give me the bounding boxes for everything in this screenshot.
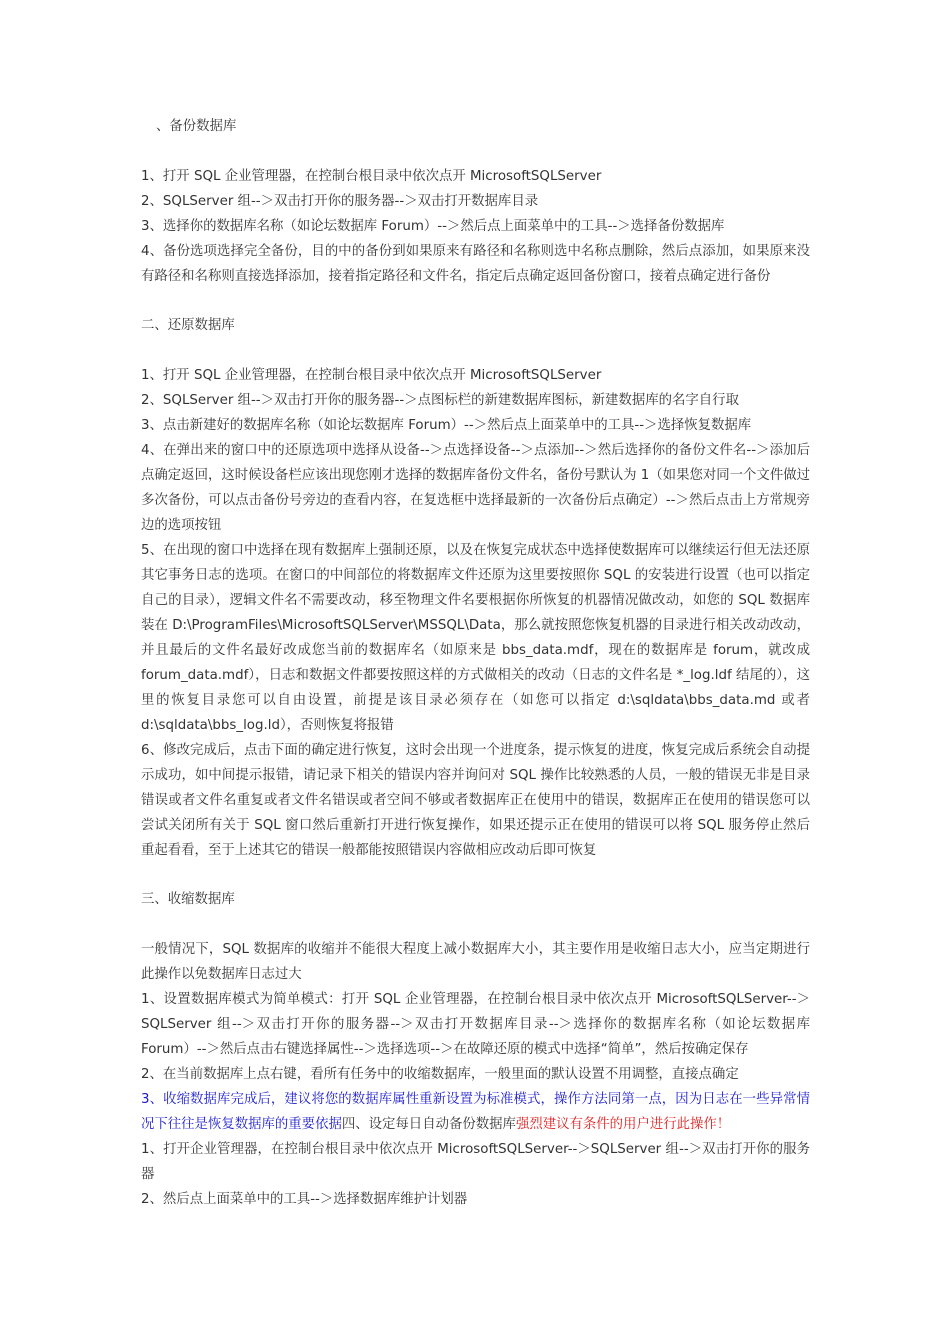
- shrink-step-3-highlight: 3、收缩数据库完成后，建议将您的数据库属性重新设置为标准模式，操作方法同第一点，因为日志在一些异常情况下往往是恢复数据库的重要依据: [141, 1091, 810, 1132]
- shrink-step-3: [141, 1087, 810, 1137]
- backup-step-1: 1、打开 SQL 企业管理器，在控制台根目录中依次点开 MicrosoftSQLServer: [141, 168, 602, 184]
- restore-step-5: 5、在出现的窗口中选择在现有数据库上强制还原，以及在恢复完成状态中选择使数据库可以继续运行但无法还原其它事务日志的选项。在窗口的中间部位的将数据库文件还原为这里要按照你 SQL 的安装进行设置（也可以指定自己的目录），逻辑文件名不需要改动，移至物理文件名要根据你所恢复的机器情况做改动，如您的 SQL 数据库装在 D:\ProgramFiles\MicrosoftSQLServer\MSSQL\Data，那么就按照您恢复机器的目录进行相关改动改动，并且最后的文件名最好改成您当前的数据库名（如原来是 bbs_data.mdf，现在的数据库是 forum，就改成 forum_data.mdf），日志和数据文件都要按照这样的方式做相关的改动（日志的文件名是 *_log.ldf 结尾的），这里的恢复目录您可以自由设置，前提是该目录必须存在（如您可以指定 d:\sqldata\bbs_data.md 或者 d:\sqldata\bbs_log.ld），否则恢复将报错: [141, 542, 810, 733]
- restore-step-1: 1、打开 SQL 企业管理器，在控制台根目录中依次点开 MicrosoftSQLServer: [141, 367, 602, 383]
- shrink-step-2: 2、在当前数据库上点右键，看所有任务中的收缩数据库，一般里面的默认设置不用调整，直接点确定: [141, 1066, 739, 1082]
- section-heading-backup: 、备份数据库: [156, 119, 237, 134]
- restore-step-2: 2、SQLServer 组--＞双击打开你的服务器--＞点图标栏的新建数据库图标，新建数据库的名字自行取: [141, 392, 739, 408]
- backup-step-3: 3、选择你的数据库名称（如论坛数据库 Forum）--＞然后点上面菜单中的工具--＞选择备份数据库: [141, 218, 725, 234]
- backup-step-4: 4、备份选项选择完全备份，目的中的备份到如果原来有路径和名称则选中名称点删除，然后点添加，如果原来没有路径和名称则直接选择添加，接着指定路径和文件名，指定后点确定返回备份窗口，接着点确定进行备份: [141, 243, 810, 284]
- section-heading-restore: 二、还原数据库: [141, 318, 235, 333]
- restore-step-3: 3、点击新建好的数据库名称（如论坛数据库 Forum）--＞然后点上面菜单中的工具--＞选择恢复数据库: [141, 417, 752, 433]
- backup-step-2: 2、SQLServer 组--＞双击打开你的服务器--＞双击打开数据库目录: [141, 193, 539, 209]
- restore-step-4: 4、在弹出来的窗口中的还原选项中选择从设备--＞点选择设备--＞点添加--＞然后选择你的备份文件名--＞添加后点确定返回，这时候设备栏应该出现您刚才选择的数据库备份文件名，备份号默认为 1（如果您对同一个文件做过多次备份，可以点击备份号旁边的查看内容，在复选框中选择最新的一次备份后点确定）--＞然后点击上方常规旁边的选项按钮: [141, 442, 810, 533]
- restore-step-6: 6、修改完成后，点击下面的确定进行恢复，这时会出现一个进度条，提示恢复的进度，恢复完成后系统会自动提示成功，如中间提示报错，请记录下相关的错误内容并询问对 SQL 操作比较熟悉的人员，一般的错误无非是目录错误或者文件名重复或者文件名错误或者空间不够或者数据库正在使用中的错误，数据库正在使用的错误您可以尝试关闭所有关于 SQL 窗口然后重新打开进行恢复操作，如果还提示正在使用的错误可以将 SQL 服务停止然后重起看看，至于上述其它的错误一般都能按照错误内容做相应改动后即可恢复: [141, 742, 810, 858]
- section-heading-shrink: 三、收缩数据库: [141, 892, 235, 907]
- shrink-step-1: 1、设置数据库模式为简单模式：打开 SQL 企业管理器，在控制台根目录中依次点开 MicrosoftSQLServer--＞SQLServer 组--＞双击打开你的服务器--＞双击打开数据库目录--＞选择你的数据库名称（如论坛数据库 Forum）--＞然后点击右键选择属性--＞选择选项--＞在故障还原的模式中选择“简单”，然后按确定保存: [141, 991, 810, 1057]
- auto-backup-step-2: 2、然后点上面菜单中的工具--＞选择数据库维护计划器: [141, 1191, 468, 1207]
- shrink-intro: 一般情况下，SQL 数据库的收缩并不能很大程度上减小数据库大小，其主要作用是收缩日志大小，应当定期进行此操作以免数据库日志过大: [141, 941, 810, 982]
- auto-backup-heading: 四、设定每日自动备份数据库: [341, 1116, 516, 1132]
- auto-backup-step-1: 1、打开企业管理器，在控制台根目录中依次点开 MicrosoftSQLServer--＞SQLServer 组--＞双击打开你的服务器: [141, 1141, 810, 1182]
- auto-backup-warning: 强烈建议有条件的用户进行此操作！: [515, 1116, 731, 1132]
- document-page: [141, 114, 810, 1212]
